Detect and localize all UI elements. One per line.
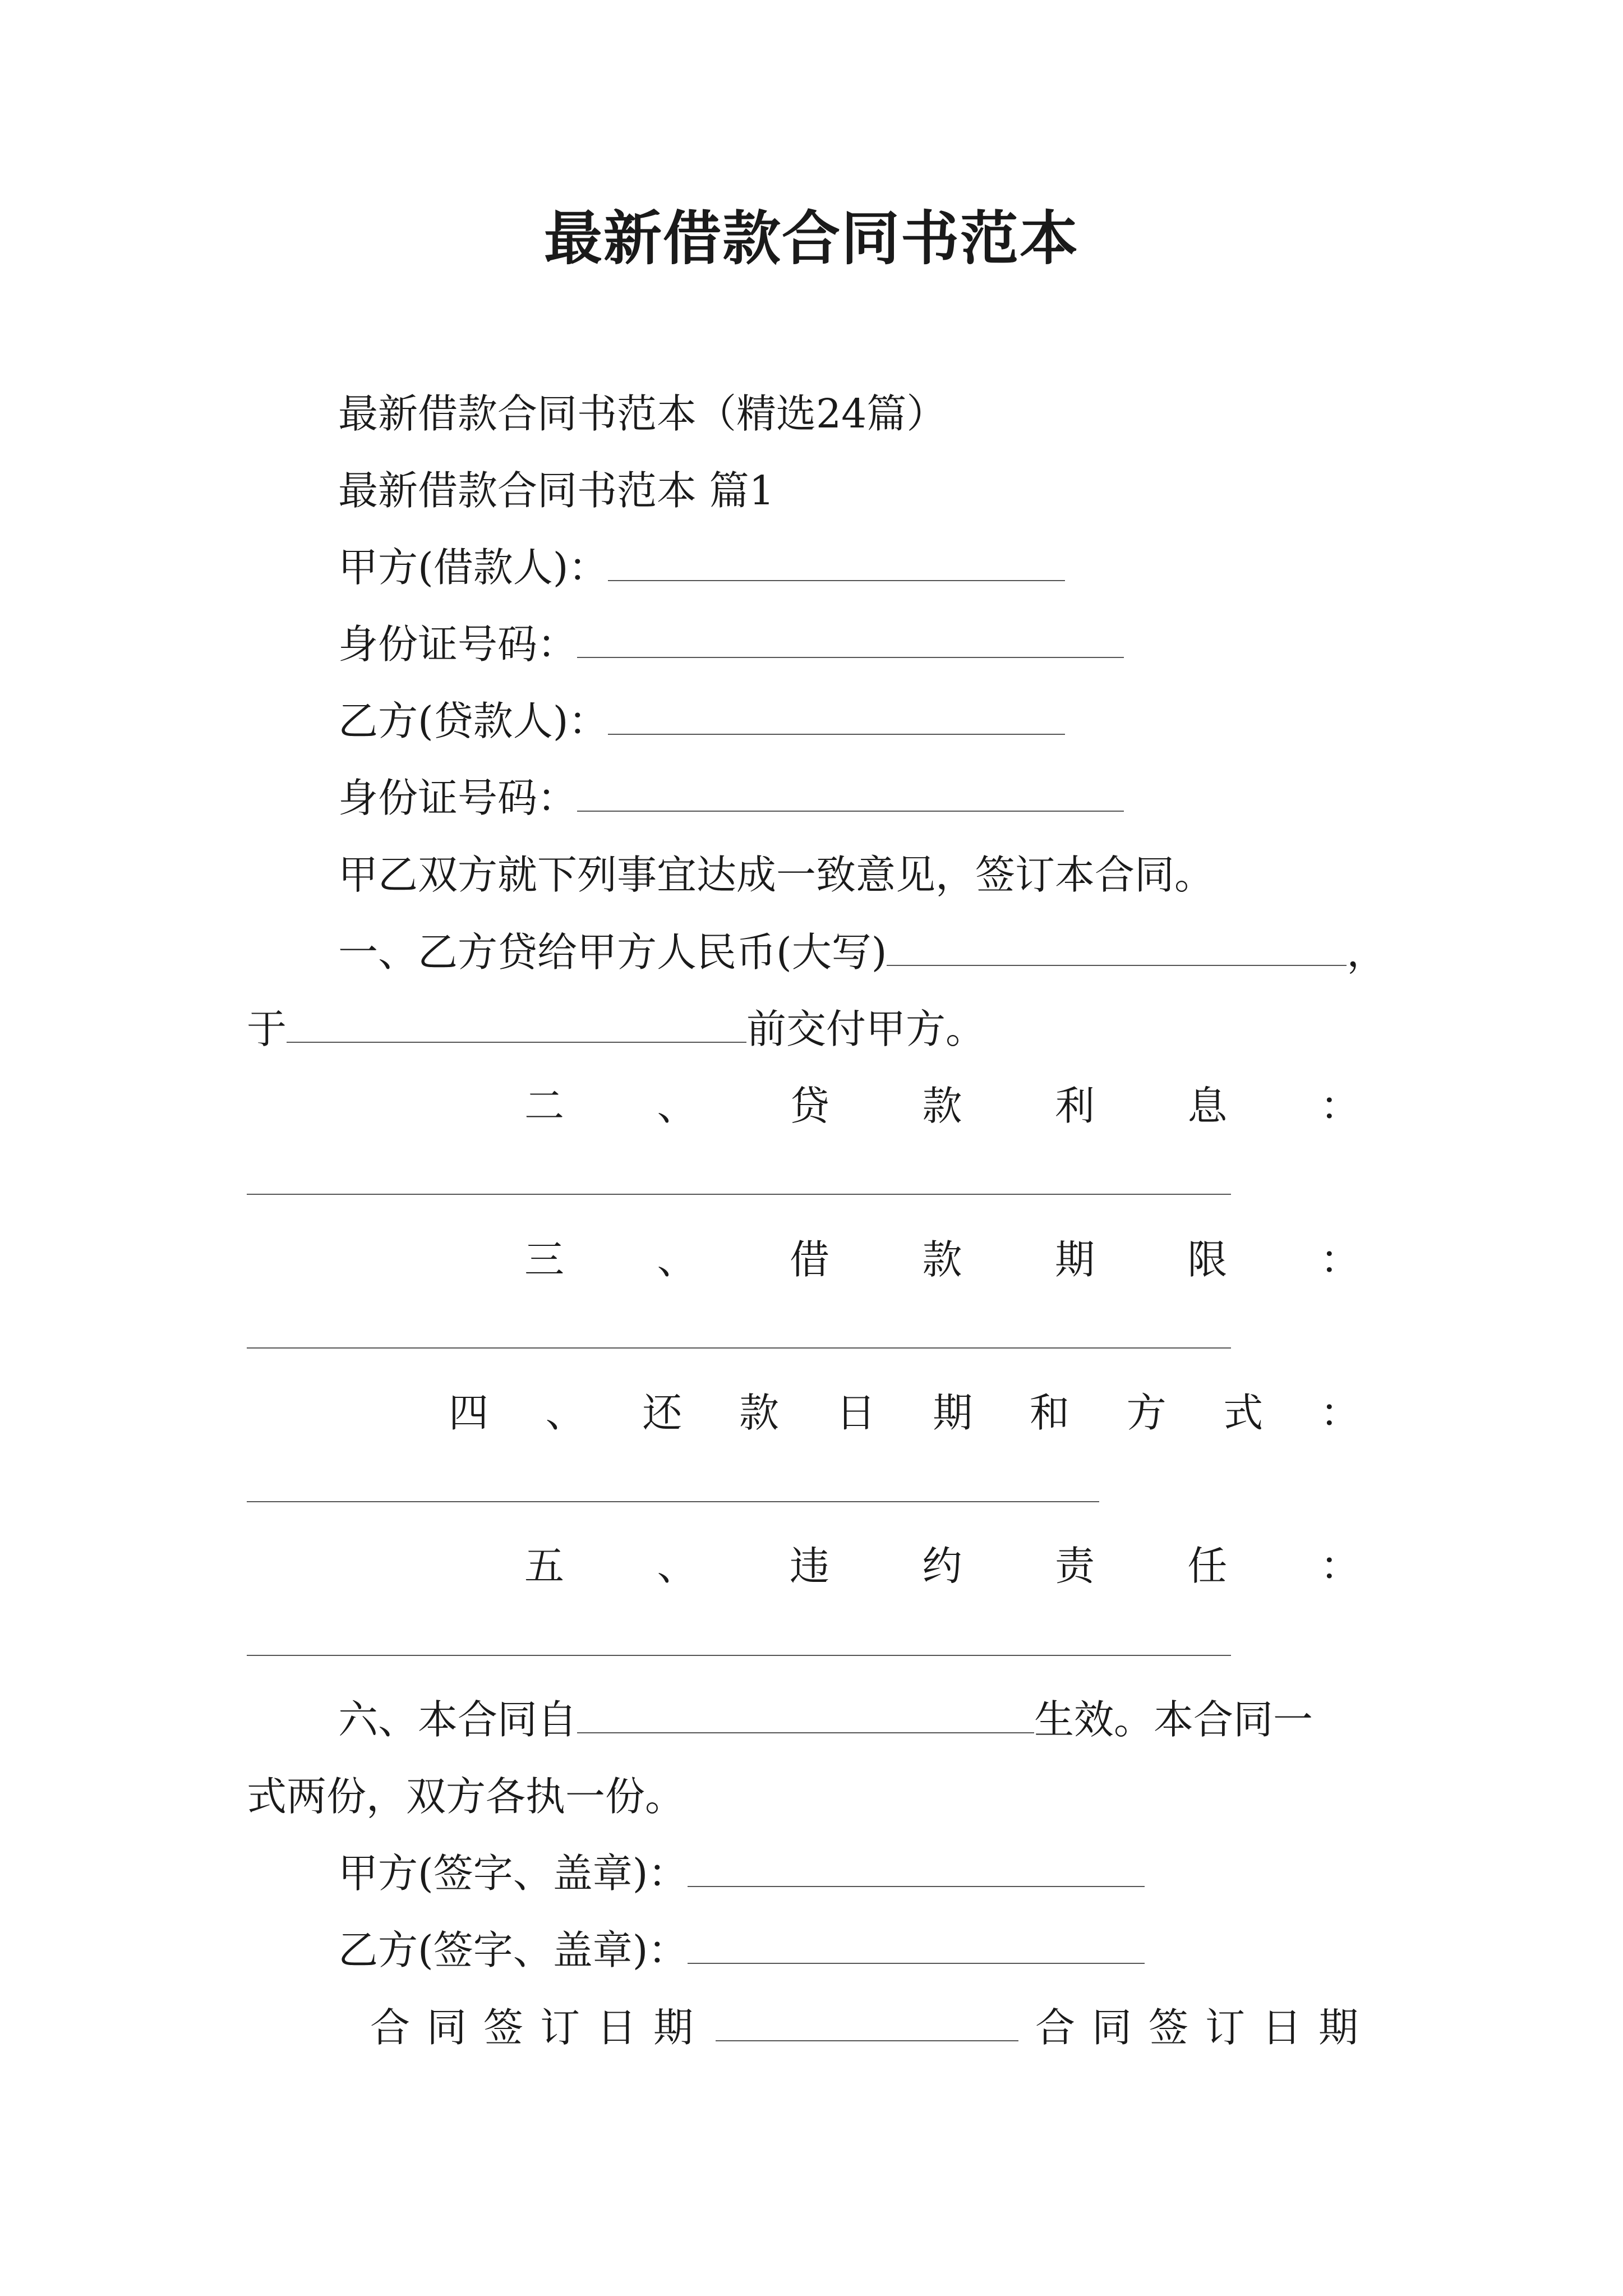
clause2-char: 款 <box>922 1083 962 1129</box>
clause1-amount-blank <box>887 930 1347 966</box>
clause4-char: 四 <box>449 1389 489 1436</box>
clause1-prefix: 一、乙方贷给甲方人民币(大写) <box>338 929 887 976</box>
party-b-label: 乙方(贷款人)： <box>338 698 608 744</box>
clause5-heading <box>524 1538 1360 1594</box>
clause1-comma: ， <box>1347 929 1387 976</box>
sign-b-row <box>338 1922 1145 1978</box>
party-b-id-row <box>338 770 1124 826</box>
clause4-char: 日 <box>836 1389 876 1436</box>
clause2-blank <box>247 1194 1231 1195</box>
clause5-char: 责 <box>1054 1543 1095 1589</box>
clause5-char: 五 <box>524 1543 565 1589</box>
clause4-char: 期 <box>933 1389 973 1436</box>
clause2-char: 利 <box>1054 1083 1095 1129</box>
party-a-id-label: 身份证号码： <box>338 621 578 668</box>
clause2-char: 二 <box>524 1083 565 1129</box>
clause5-char: 违 <box>789 1543 829 1589</box>
clause4-blank <box>247 1501 1099 1502</box>
clause3-char: 借 <box>789 1236 829 1283</box>
clause6-suffix: 生效。本合同一 <box>1034 1696 1313 1743</box>
party-a-label: 甲方(借款人)： <box>338 544 608 591</box>
clause5-char: 约 <box>922 1543 962 1589</box>
clause1-line2-prefix: 于 <box>247 1006 287 1052</box>
subtitle: 最新借款合同书范本（精选24篇） <box>338 390 947 437</box>
sign-a-blank <box>688 1851 1145 1887</box>
sign-b-blank <box>688 1928 1145 1964</box>
clause3-blank <box>247 1347 1231 1349</box>
clause3-char: 三 <box>524 1236 565 1283</box>
clause5-char: ： <box>1320 1543 1360 1589</box>
clause3-char: 款 <box>922 1236 962 1283</box>
clause5-char: 、 <box>657 1543 697 1589</box>
clause2-char: 息 <box>1187 1083 1228 1129</box>
party-b-id-label: 身份证号码： <box>338 775 578 821</box>
party-a-id-row <box>338 616 1124 673</box>
clause3-char: 期 <box>1054 1236 1095 1283</box>
clause2-char: ： <box>1320 1083 1360 1129</box>
sign-date-blank <box>716 2005 1018 2041</box>
clause1-date-blank <box>287 1007 746 1043</box>
clause4-char: ： <box>1320 1389 1360 1436</box>
sign-date-row <box>370 2000 1380 2056</box>
clause3-char: 限 <box>1187 1236 1228 1283</box>
party-a-id-blank <box>577 622 1124 658</box>
clause6-line2: 式两份，双方各执一份。 <box>247 1773 685 1820</box>
clause4-char: 、 <box>545 1389 585 1436</box>
clause6-line1 <box>338 1692 1313 1748</box>
party-a-blank <box>608 545 1065 581</box>
clause1-line2 <box>247 1001 985 1057</box>
clause4-char: 和 <box>1029 1389 1069 1436</box>
sign-b-label: 乙方(签字、盖章)： <box>338 1927 688 1973</box>
clause5-char: 任 <box>1187 1543 1228 1589</box>
clause6-prefix: 六、本合同自 <box>338 1696 578 1743</box>
clause4-char: 式 <box>1223 1389 1264 1436</box>
clause4-char: 方 <box>1126 1389 1166 1436</box>
document-title: 最新借款合同书范本 <box>543 204 1079 273</box>
clause3-heading <box>524 1232 1360 1288</box>
clause3-char: 、 <box>657 1236 697 1283</box>
clause4-char: 款 <box>739 1389 779 1436</box>
clause4-char: 还 <box>642 1389 683 1436</box>
party-b-id-blank <box>577 776 1124 812</box>
party-a-row <box>338 540 1065 596</box>
clause4-heading <box>449 1385 1360 1441</box>
sign-date-label-2: 合同签订日期 <box>1035 2004 1376 2051</box>
section-heading: 最新借款合同书范本 篇1 <box>338 467 774 514</box>
clause2-char: 、 <box>657 1083 697 1129</box>
clause2-char: 贷 <box>789 1083 829 1129</box>
clause6-date-blank <box>577 1697 1034 1733</box>
sign-a-label: 甲方(签字、盖章)： <box>338 1850 688 1897</box>
sign-a-row <box>338 1846 1145 1902</box>
clause2-heading <box>524 1078 1360 1134</box>
sign-date-label: 合同签订日期 <box>370 2004 711 2051</box>
intro-text: 甲乙双方就下列事宜达成一致意见，签订本合同。 <box>338 852 1215 898</box>
party-b-row <box>338 693 1065 749</box>
clause3-char: ： <box>1320 1236 1360 1283</box>
party-b-blank <box>608 699 1065 735</box>
clause1-line2-suffix: 前交付甲方。 <box>746 1006 986 1052</box>
clause1-line1 <box>338 924 1386 981</box>
clause5-blank <box>247 1655 1231 1656</box>
